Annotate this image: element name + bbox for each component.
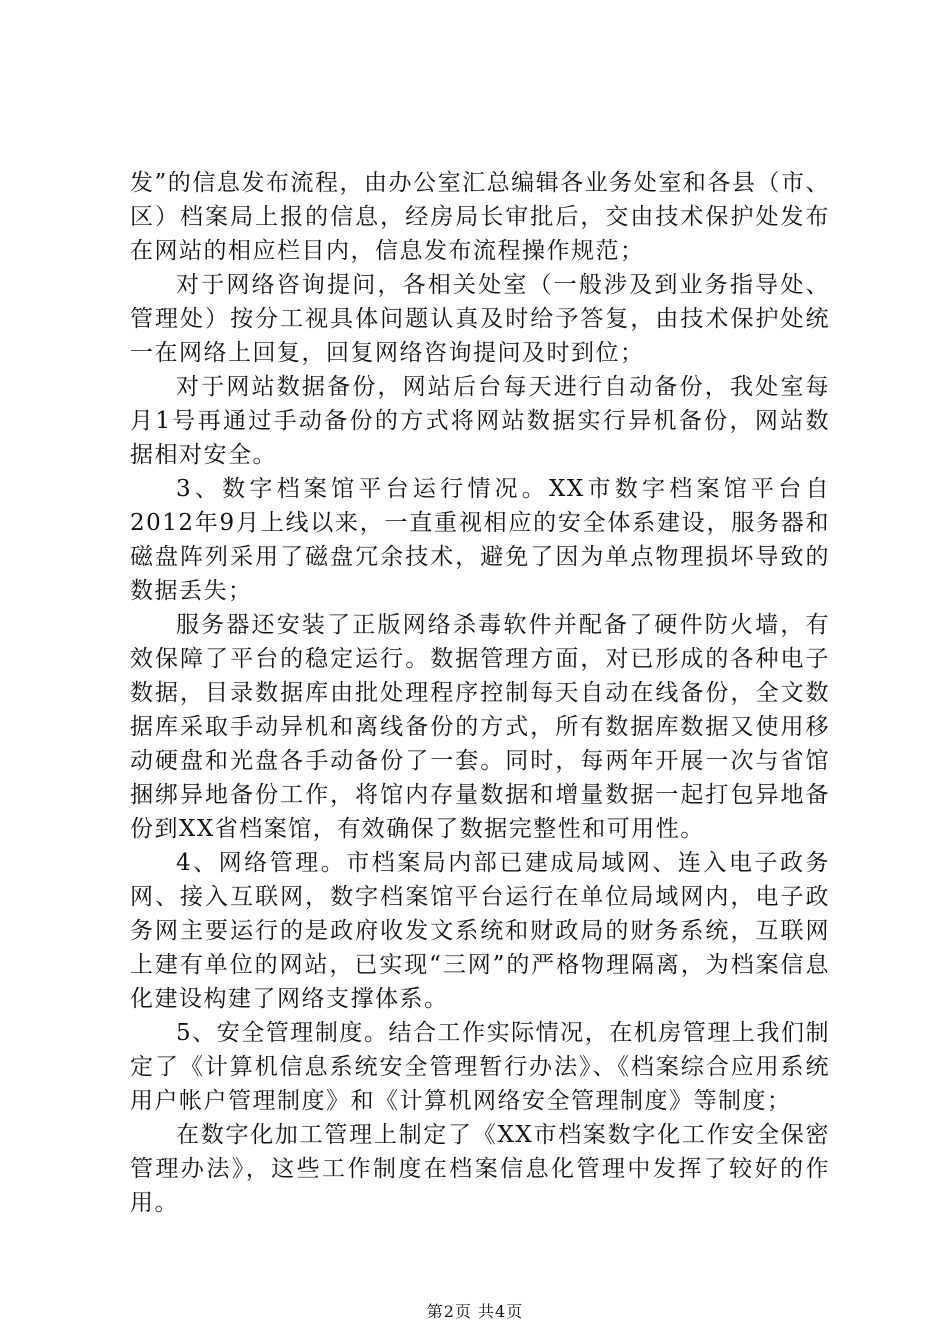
page-number-footer: 第2页 共4页 <box>426 1302 524 1321</box>
document-body <box>130 166 830 1220</box>
paragraph-2: 对于网络咨询提问，各相关处室（一般涉及到业务指导处、管理处）按分工视具体问题认真及时给予答复，由技术保护处统一在网络上回复，回复网络咨询提问及时到位； <box>130 272 830 366</box>
paragraph-1: 发”的信息发布流程，由办公室汇总编辑各业务处室和各县（市、区）档案局上报的信息，经房局长审批后，交由技术保护处发布在网站的相应栏目内，信息发布流程操作规范； <box>130 170 830 264</box>
paragraph-6: 4、网络管理。市档案局内部已建成局域网、连入电子政务网、接入互联网，数字档案馆平台运行在单位局域网内，电子政务网主要运行的是政府收发文系统和财政局的财务系统，互联网上建有单位的网站，已实现“三网”的严格物理隔离，为档案信息化建设构建了网络支撑体系。 <box>130 850 830 1012</box>
paragraph-7: 5、安全管理制度。结合工作实际情况，在机房管理上我们制定了《计算机信息系统安全管理暂行办法》、《档案综合应用系统用户帐户管理制度》和《计算机网络安全管理制度》等制度； <box>130 1020 830 1114</box>
paragraph-8: 在数字化加工管理上制定了《XX市档案数字化工作安全保密管理办法》，这些工作制度在档案信息化管理中发挥了较好的作用。 <box>130 1122 830 1216</box>
paragraph-4: 3、数字档案馆平台运行情况。XX市数字档案馆平台自2012年9月上线以来，一直重视相应的安全体系建设，服务器和磁盘阵列采用了磁盘冗余技术，避免了因为单点物理损坏导致的数据丢失； <box>130 476 830 604</box>
paragraph-3: 对于网站数据备份，网站后台每天进行自动备份，我处室每月1号再通过手动备份的方式将网站数据实行异机备份，网站数据相对安全。 <box>130 374 830 468</box>
paragraph-5: 服务器还安装了正版网络杀毒软件并配备了硬件防火墙，有效保障了平台的稳定运行。数据管理方面，对已形成的各种电子数据，目录数据库由批处理程序控制每天自动在线备份，全文数据库采取手动异机和离线备份的方式，所有数据库数据又使用移动硬盘和光盘各手动备份了一套。同时，每两年开展一次与省馆捆绑异地备份工作，将馆内存量数据和增量数据一起打包异地备份到XX省档案馆，有效确保了数据完整性和可用性。 <box>130 612 830 842</box>
